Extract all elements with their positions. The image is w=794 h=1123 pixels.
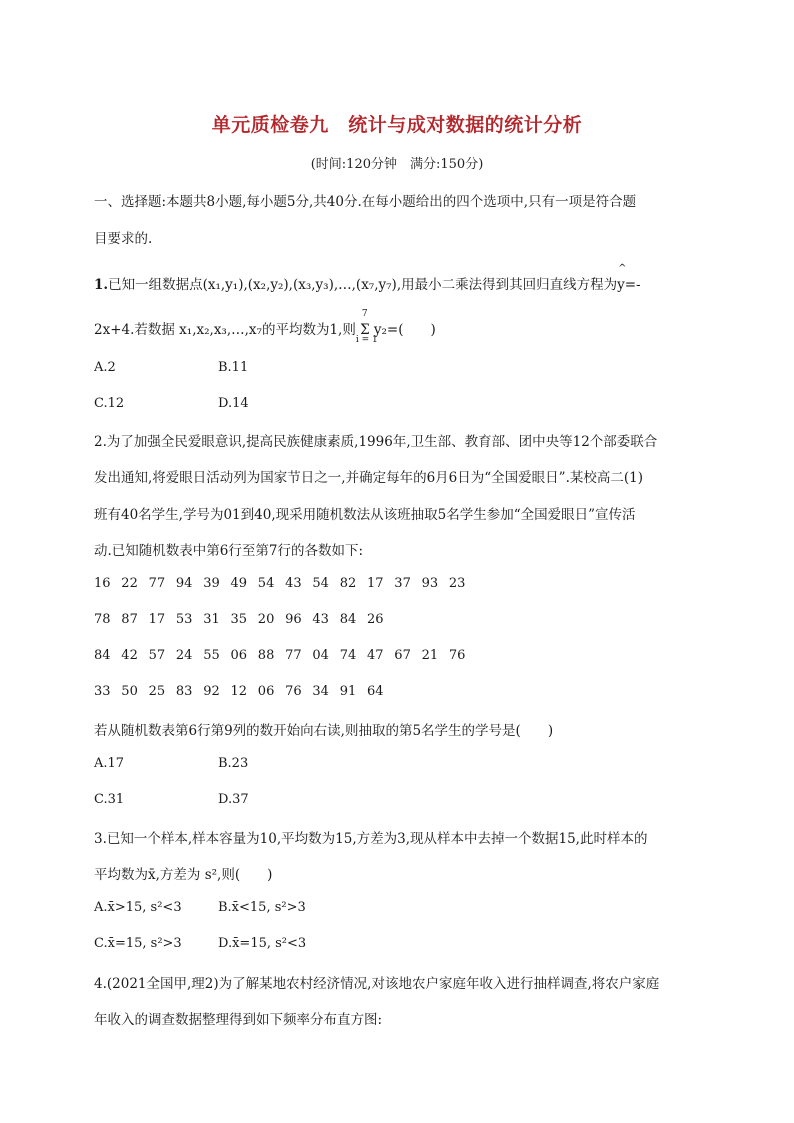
random-number-cell: 55 bbox=[203, 648, 220, 663]
q1-number: 1. bbox=[94, 277, 109, 293]
random-number-cell: 04 bbox=[312, 648, 329, 663]
q2-line2: 发出通知,将爱眼日活动列为国家节日之一,并确定每年的6月6日为“全国爱眼日”.某校高二(1) bbox=[94, 470, 643, 486]
q4-line2: 年收入的调查数据整理得到如下频率分布直方图: bbox=[94, 1012, 383, 1028]
q1-line1 bbox=[94, 263, 641, 293]
random-number-cell: 83 bbox=[175, 684, 193, 699]
random-number-cell: 17 bbox=[148, 612, 166, 627]
random-number-cell: 94 bbox=[175, 576, 193, 591]
random-number-cell: 43 bbox=[285, 576, 302, 591]
q2-line4: 动.已知随机数表中第6行至第7行的各数如下: bbox=[94, 543, 364, 559]
random-number-cell: 93 bbox=[421, 576, 439, 591]
random-number-cell: 67 bbox=[394, 648, 411, 663]
random-number-cell: 25 bbox=[148, 684, 166, 699]
random-number-cell: 43 bbox=[312, 612, 329, 627]
random-number-cell: 16 bbox=[94, 576, 111, 591]
q2-line3: 班有40名学生,学号为01到40,现采用随机数法从该班抽取5名学生参加“全国爱眼日”宣传活 bbox=[94, 507, 636, 523]
random-number-cell: 82 bbox=[339, 576, 357, 591]
random-number-cell: 06 bbox=[230, 648, 248, 663]
random-number-cell: 84 bbox=[94, 648, 111, 663]
random-number-cell: 50 bbox=[121, 684, 138, 699]
random-number-cell: 84 bbox=[339, 612, 357, 627]
q1-option-d[interactable]: D.14 bbox=[218, 396, 249, 411]
q3-option-b[interactable]: B.x̄<15, s²>3 bbox=[218, 900, 306, 915]
q1-text: 已知一组数据点(x₁,y₁),(x₂,y₂),(x₃,y₃),…,(x₇,y₇),用最小二乘法得到其回归直线方程为 bbox=[108, 277, 618, 293]
q2-option-c[interactable]: C.31 bbox=[94, 792, 125, 807]
q2-question: 若从随机数表第6行第9列的数开始向右读,则抽取的第5名学生的学号是( ) bbox=[94, 723, 554, 739]
random-number-cell: 24 bbox=[175, 648, 193, 663]
random-number-cell: 21 bbox=[421, 648, 439, 663]
q4-line1: 4.(2021全国甲,理2)为了解某地农村经济情况,对该地农户家庭年收入进行抽样调查,将农户家庭 bbox=[94, 976, 660, 992]
q3-option-a[interactable]: A.x̄>15, s²<3 bbox=[94, 900, 182, 915]
random-number-cell: 17 bbox=[367, 576, 384, 591]
q2-option-d[interactable]: D.37 bbox=[218, 792, 249, 807]
random-number-cell: 78 bbox=[94, 612, 111, 627]
random-number-cell: 26 bbox=[367, 612, 384, 627]
q3-line1: 3.已知一个样本,样本容量为10,平均数为15,方差为3,现从样本中去掉一个数据15,此时样本的 bbox=[94, 831, 648, 847]
random-number-cell: 92 bbox=[203, 684, 220, 699]
random-number-cell: 47 bbox=[367, 648, 384, 663]
random-number-cell: 23 bbox=[448, 576, 466, 591]
page-title: 单元质检卷九 统计与成对数据的统计分析 bbox=[211, 114, 583, 136]
section-heading-line2: 目要求的. bbox=[94, 231, 153, 247]
summation-symbol: 7 Σ i = 1 bbox=[355, 309, 378, 345]
random-number-cell: 49 bbox=[230, 576, 248, 591]
sum-lower: i = 1 bbox=[355, 335, 378, 345]
q1-option-b[interactable]: B.11 bbox=[218, 360, 249, 375]
random-number-cell: 35 bbox=[230, 612, 248, 627]
random-number-cell: 53 bbox=[175, 612, 193, 627]
random-number-cell: 22 bbox=[121, 576, 138, 591]
random-number-cell: 64 bbox=[367, 684, 384, 699]
random-number-cell: 91 bbox=[339, 684, 357, 699]
random-number-cell: 57 bbox=[148, 648, 166, 663]
random-number-cell: 37 bbox=[394, 576, 411, 591]
hat-symbol: ^ bbox=[618, 263, 627, 274]
random-number-cell: 31 bbox=[203, 612, 220, 627]
random-number-cell: 34 bbox=[312, 684, 329, 699]
q2-option-b[interactable]: B.23 bbox=[218, 756, 249, 771]
random-number-cell: 54 bbox=[312, 576, 329, 591]
q1-regression-eq: ^ y=- bbox=[617, 263, 641, 293]
random-number-cell: 06 bbox=[257, 684, 275, 699]
random-number-cell: 39 bbox=[203, 576, 220, 591]
random-number-cell: 87 bbox=[121, 612, 138, 627]
q3-line2: 平均数为x̄,方差为 s²,则( ) bbox=[94, 867, 273, 883]
random-number-cell: 77 bbox=[148, 576, 166, 591]
random-number-cell: 76 bbox=[285, 684, 302, 699]
random-number-cell: 76 bbox=[448, 648, 466, 663]
random-number-cell: 74 bbox=[339, 648, 357, 663]
q2-line1: 2.为了加强全民爱眼意识,提高民族健康素质,1996年,卫生部、教育部、团中央等12个部委联合 bbox=[94, 434, 658, 450]
q1-option-a[interactable]: A.2 bbox=[94, 360, 116, 375]
q3-option-c[interactable]: C.x̄=15, s²>3 bbox=[94, 936, 182, 951]
random-number-cell: 12 bbox=[230, 684, 248, 699]
random-number-cell: 96 bbox=[285, 612, 302, 627]
random-number-cell: 54 bbox=[257, 576, 275, 591]
random-number-cell: 77 bbox=[285, 648, 302, 663]
q1-line2-b: y₂=( ) bbox=[373, 322, 436, 338]
random-number-cell: 20 bbox=[257, 612, 275, 627]
exam-time-score: (时间:120分钟 满分:150分) bbox=[310, 157, 484, 172]
q1-option-c[interactable]: C.12 bbox=[94, 396, 125, 411]
q1-line2-a: 2x+4.若数据 x₁,x₂,x₃,…,x₇的平均数为1,则 bbox=[94, 322, 356, 338]
q2-option-a[interactable]: A.17 bbox=[94, 756, 125, 771]
random-number-cell: 88 bbox=[257, 648, 275, 663]
random-number-cell: 33 bbox=[94, 684, 111, 699]
q3-option-d[interactable]: D.x̄=15, s²<3 bbox=[218, 936, 307, 951]
section-heading-line1: 一、选择题:本题共8小题,每小题5分,共40分.在每小题给出的四个选项中,只有一项是符合题 bbox=[94, 194, 637, 210]
sum-upper: 7 bbox=[361, 309, 368, 319]
q1-line2 bbox=[94, 309, 436, 345]
random-number-cell: 42 bbox=[121, 648, 138, 663]
